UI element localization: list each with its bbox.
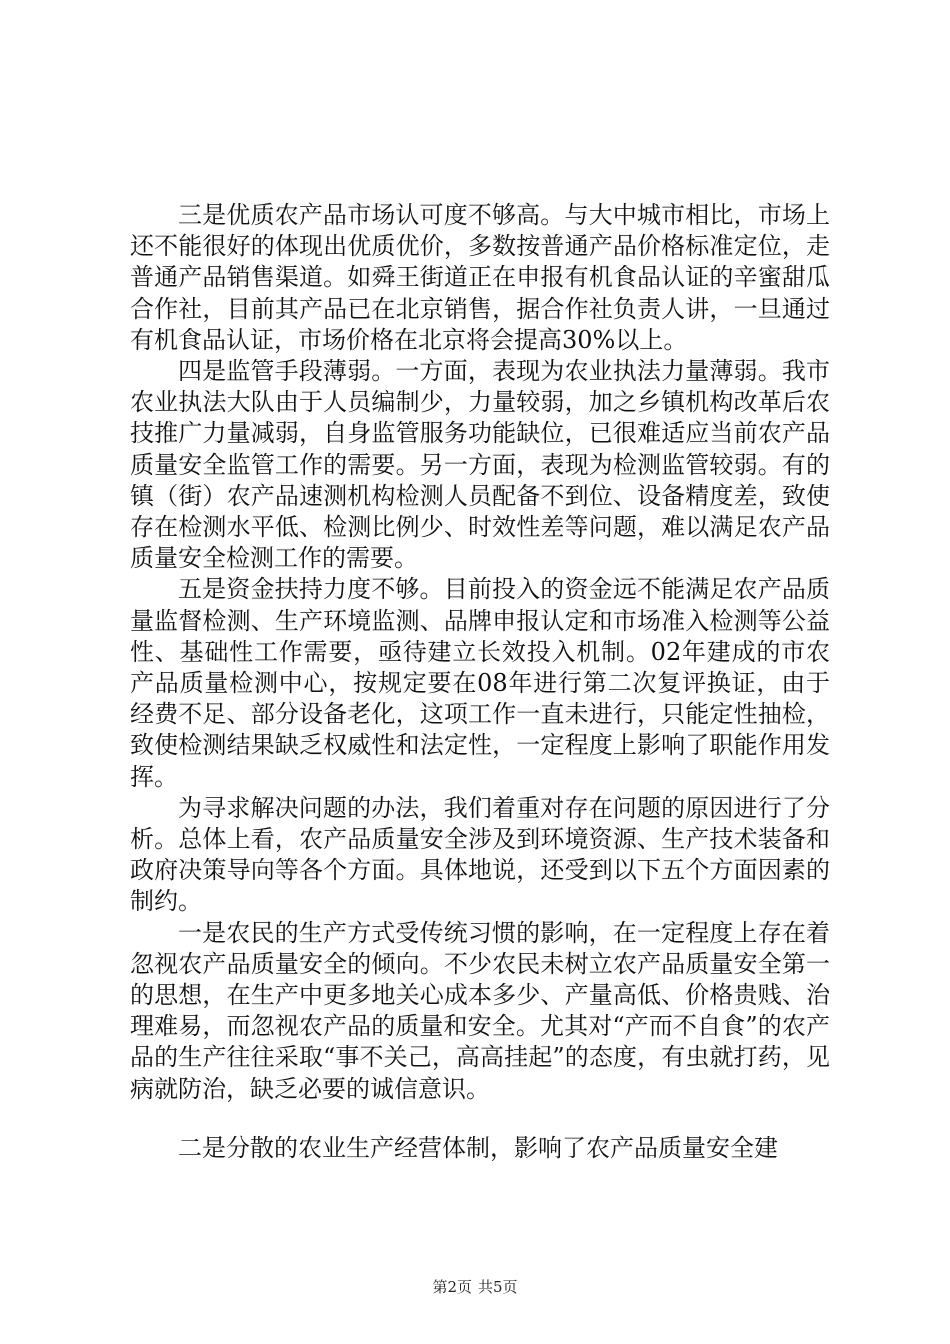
page-footer [0, 1276, 950, 1297]
paragraph-weak-supervision: 四是监管手段薄弱。一方面，表现为农业执法力量薄弱。我市农业执法大队由于人员编制少，力量较弱，加之乡镇机构改革后农技推广力量减弱，自身监管服务功能缺位，已很难适应当前农产品质量安全监管工作的需要。另一方面，表现为检测监管较弱。有的镇（街）农产品速测机构检测人员配备不到位、设备精度差，致使存在检测水平低、检测比例少、时效性差等问题，难以满足农产品质量安全检测工作的需要。 [130, 357, 830, 573]
paragraph-farmer-habits: 一是农民的生产方式受传统习惯的影响，在一定程度上存在着忽视农产品质量安全的倾向。不少农民未树立农产品质量安全第一的思想，在生产中更多地关心成本多少、产量高低、价格贵贱、治理难易，而忽视农产品的质量和安全。尤其对“产而不自食”的农产品的生产往往采取“事不关己，高高挂起”的态度，有虫就打药，见病就防治，缺乏必要的诚信意识。 [130, 918, 830, 1103]
paragraph-cause-analysis: 为寻求解决问题的办法，我们着重对存在问题的原因进行了分析。总体上看，农产品质量安全涉及到环境资源、生产技术装备和政府决策导向等各个方面。具体地说，还受到以下五个方面因素的制约。 [130, 793, 830, 916]
paragraph-scattered-operations: 二是分散的农业生产经营体制，影响了农产品质量安全建 [178, 1133, 778, 1162]
paragraph-quality-market-recognition: 三是优质农产品市场认可度不够高。与大中城市相比，市场上还不能很好的体现出优质优价，多数按普通产品价格标准定位，走普通产品销售渠道。如舜王街道正在申报有机食品认证的辛蜜甜瓜合作社，目前其产品已在北京销售，据合作社负责人讲，一旦通过有机食品认证，市场价格在北京将会提高30%以上。 [130, 201, 830, 354]
paragraph-insufficient-funding: 五是资金扶持力度不够。目前投入的资金远不能满足农产品质量监督检测、生产环境监测、品牌申报认定和市场准入检测等公益性、基础性工作需要，亟待建立长效投入机制。02年建成的市农产品质量检测中心，按规定要在08年进行第二次复评换证，由于经费不足、部分设备老化，这项工作一直未进行，只能定性抽检，致使检测结果缺乏权威性和法定性，一定程度上影响了职能作用发挥。 [130, 575, 830, 791]
body-text [130, 200, 830, 1164]
page-number: 第2页 [432, 1278, 472, 1296]
total-pages: 共5页 [478, 1278, 518, 1296]
